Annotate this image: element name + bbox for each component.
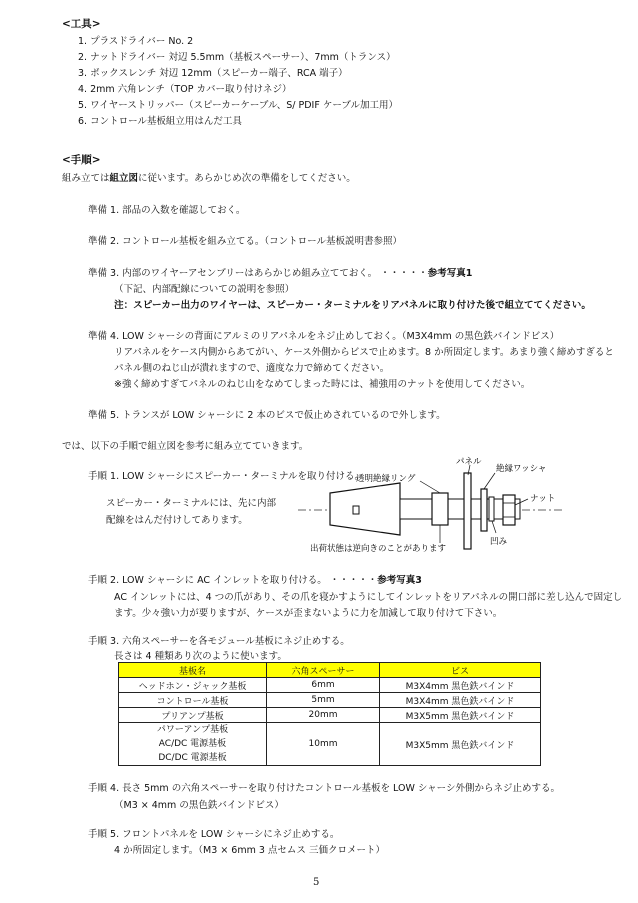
prep-4: 準備 4. LOW シャーシの背面にアルミのリアパネルをネジ止めしておく。（M3X4mm の黒色鉄バインドビス） <box>88 331 560 342</box>
step-4-sub: （M3 × 4mm の黒色鉄バインドビス） <box>114 800 284 811</box>
table-cell: M3X4mm 黒色鉄バインド <box>380 678 541 693</box>
step-2-title: 手順 2. LOW シャーシに AC インレットを取り付ける。 ・・・・・参考写真3 <box>88 575 422 586</box>
tool-item: 6. コントロール基板組立用はんだ工具 <box>78 116 242 127</box>
threaded-shaft <box>400 499 520 519</box>
step-5-title: 手順 5. フロントパネルを LOW シャーシにネジ止めする。 <box>88 829 340 840</box>
table-cell: M3X5mm 黒色鉄バインド <box>380 708 541 723</box>
table-cell: M3X4mm 黒色鉄バインド <box>380 693 541 708</box>
prep-4-line: リアパネルをケース内側からあてがい、ケース外側からビスで止めます。8 か所固定します。あまり強く締めすぎると <box>114 347 614 358</box>
table-row <box>119 678 541 693</box>
spacer-table <box>118 662 541 766</box>
tool-item: 5. ワイヤーストリッパー（スピーカーケーブル、S/ PDIF ケーブル加工用） <box>78 100 398 111</box>
table-cell: 20mm <box>267 708 380 723</box>
label-panel: パネル <box>456 457 482 467</box>
page-number: 5 <box>313 877 320 888</box>
prep-2: 準備 2. コントロール基板を組み立てる。（コントロール基板説明書参照） <box>88 236 402 247</box>
step-4-title: 手順 4. 長さ 5mm の六角スペーサーを取り付けたコントロール基板を LOW シャーシ外側からネジ止めする。 <box>88 783 560 794</box>
prep-4-line: ※強く締めすぎてパネルのねじ山をなめてしまった時には、補強用のナットを使用してください。 <box>114 379 531 390</box>
speaker-terminal-diagram <box>290 455 580 555</box>
procedure-intro: 組み立ては組立図に従います。あらかじめ次の準備をしてください。 <box>62 173 356 184</box>
step-1-note: スピーカー・ターミナルには、先に内部 <box>106 498 276 509</box>
nut <box>503 495 515 525</box>
prep-5: 準備 5. トランスが LOW シャーシに 2 本のビスで仮止めされているので外します。 <box>88 410 446 421</box>
recess <box>489 497 494 521</box>
tool-item: 1. プラスドライバー No. 2 <box>78 36 194 47</box>
prep-4-line: パネル側のねじ山が潰れますので、適度な力で締めてください。 <box>114 363 390 374</box>
step-2-line: AC インレットには、4 つの爪があり、その爪を寝かすようにしてインレットをリアパネルの開口部に差し込んで固定し <box>114 592 623 603</box>
table-header: 基板名 <box>119 663 267 678</box>
photo-ref-1: 参考写真1 <box>427 268 473 279</box>
table-cell: M3X5mm 黒色鉄バインド <box>380 723 541 766</box>
table-header-row <box>119 663 541 678</box>
prep-1: 準備 1. 部品の入数を確認しておく。 <box>88 205 246 216</box>
tool-item: 4. 2mm 六角レンチ（TOP カバー取り付けネジ） <box>78 84 292 95</box>
lead-text: では、以下の手順で組立図を参考に組み立てていきます。 <box>62 441 309 452</box>
table-cell: プリアンプ基板 <box>119 708 267 723</box>
prep-3-sub: （下記、内部配線についての説明を参照） <box>114 284 295 295</box>
table-cell: パワーアンプ基板 AC/DC 電源基板 DC/DC 電源基板 <box>119 723 267 766</box>
table-cell: 10mm <box>267 723 380 766</box>
panel <box>464 473 471 549</box>
table-row <box>119 693 541 708</box>
table-cell: コントロール基板 <box>119 693 267 708</box>
insulation-ring <box>432 493 448 525</box>
tools-heading: <工具> <box>62 18 101 30</box>
step-2-line: ます。少々強い力が要りますが、ケースが歪まないように力を加減して取り付けて下さい。 <box>114 608 503 619</box>
prep-3-note: 注：スピーカー出力のワイヤーは、スピーカー・ターミナルをリアパネルに取り付けた後で組立ててください。 <box>114 300 591 311</box>
label-washer: 絶縁ワッシャ <box>496 464 547 474</box>
step-5-sub: 4 か所固定します。（M3 × 6mm 3 点セムス 三価クロメート） <box>114 845 385 856</box>
table-row <box>119 723 541 766</box>
procedure-heading: <手順> <box>62 154 101 166</box>
assembly-drawing-ref: 組立図 <box>109 173 139 184</box>
photo-ref-3: 参考写真3 <box>377 575 422 586</box>
prep-3: 準備 3. 内部のワイヤーアセンブリーはあらかじめ組み立てておく。 ・・・・・参考写真1 <box>88 268 473 279</box>
table-header: 六角スペーサー <box>267 663 380 678</box>
label-shipping: 出荷状態は逆向きのことがあります <box>310 544 447 554</box>
table-header: ビス <box>380 663 541 678</box>
step-1-title: 手順 1. LOW シャーシにスピーカー・ターミナルを取り付ける。 <box>88 471 365 482</box>
terminal-body <box>330 483 400 535</box>
step-3-title: 手順 3. 六角スペーサーを各モジュール基板にネジ止めする。 <box>88 636 350 647</box>
terminal-screw <box>353 506 359 514</box>
tool-item: 2. ナットドライバー 対辺 5.5mm（基板スペーサー）、7mm（トランス） <box>78 52 396 63</box>
label-recess: 凹み <box>490 537 508 547</box>
step-1-note: 配線をはんだ付けしてあります。 <box>106 515 248 526</box>
step-3-sub: 長さは 4 種類あり次のように使います。 <box>114 651 287 662</box>
tool-item: 3. ボックスレンチ 対辺 12mm（スピーカー端子、RCA 端子） <box>78 68 348 79</box>
label-nut: ナット <box>530 494 556 504</box>
table-cell: 5mm <box>267 693 380 708</box>
table-row <box>119 708 541 723</box>
insulating-washer <box>481 489 487 531</box>
table-cell: 6mm <box>267 678 380 693</box>
label-insulation-ring: 透明絶縁リング <box>356 474 416 484</box>
table-cell: ヘッドホン・ジャック基板 <box>119 678 267 693</box>
